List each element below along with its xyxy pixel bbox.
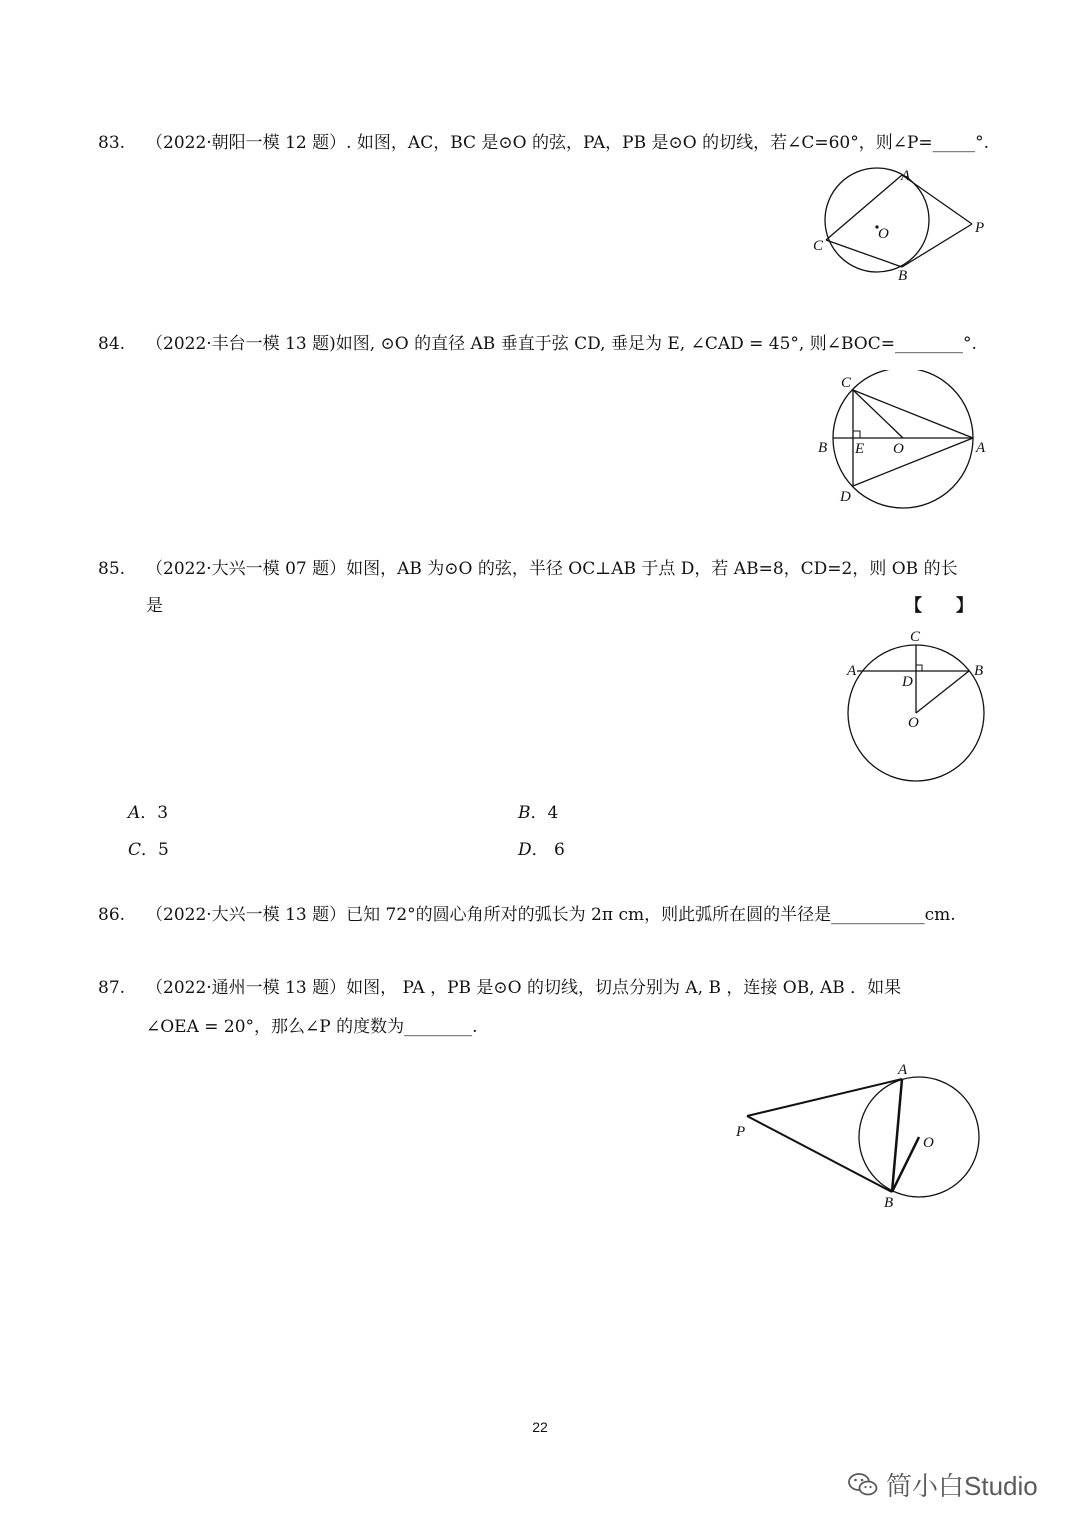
- option-value: ． 6: [531, 840, 565, 860]
- option-b[interactable]: [518, 798, 558, 823]
- label-a: A: [901, 168, 911, 184]
- label-o: O: [908, 715, 919, 731]
- label-b: B: [898, 268, 908, 284]
- option-letter: B: [518, 803, 531, 823]
- label-d: D: [902, 674, 913, 690]
- option-letter: D: [518, 840, 532, 860]
- question-number: 87.: [98, 978, 126, 998]
- page-number: 22: [532, 1419, 548, 1435]
- label-b: B: [974, 663, 984, 679]
- label-a: A: [898, 1062, 908, 1078]
- label-c: C: [910, 629, 921, 645]
- option-value: ．4: [530, 803, 559, 823]
- segment-da: [853, 438, 973, 486]
- tangent-pb: [902, 224, 972, 267]
- label-a: A: [847, 663, 857, 679]
- answer-bracket: 【 】: [905, 596, 973, 616]
- right-angle-mark: [853, 431, 860, 438]
- tangent-pb: [747, 1116, 892, 1192]
- radius-ob: [916, 671, 969, 713]
- question-number: 85.: [98, 559, 126, 579]
- segment-ca: [853, 390, 973, 438]
- label-e: E: [855, 441, 865, 457]
- label-o: O: [923, 1135, 934, 1151]
- question-text-line2: ∠OEA = 20°，那么∠P 的度数为________.: [146, 1017, 478, 1037]
- figure-87: [730, 1055, 990, 1215]
- option-value: ．3: [140, 803, 169, 823]
- label-c: C: [841, 375, 852, 391]
- question-text-line1: （2022·大兴一模 07 题）如图，AB 为⊙O 的弦，半径 OC⊥AB 于点 D，若 AB=8，CD=2，则 OB 的长: [146, 559, 958, 579]
- label-c: C: [813, 238, 824, 254]
- question-text-line2: 是: [146, 596, 163, 616]
- label-o: O: [878, 226, 889, 242]
- option-c[interactable]: [128, 835, 169, 860]
- option-letter: A: [128, 803, 141, 823]
- question-number: 83.: [98, 133, 126, 153]
- figure-83: [805, 160, 995, 285]
- label-b: B: [884, 1195, 894, 1211]
- watermark: [848, 1466, 1038, 1503]
- option-a[interactable]: [128, 798, 168, 823]
- label-d: D: [840, 489, 851, 505]
- label-b: B: [818, 440, 828, 456]
- question-text-line1: （2022·通州一模 13 题）如图， PA ，PB 是⊙O 的切线，切点分别为 A, B ，连接 OB, AB ．如果: [146, 978, 902, 998]
- label-o: O: [893, 441, 904, 457]
- figure-85: [835, 625, 1000, 785]
- question-number: 86.: [98, 905, 126, 925]
- chord-ca: [826, 175, 902, 240]
- label-p: P: [736, 1124, 746, 1140]
- question-text: （2022·大兴一模 13 题）已知 72°的圆心角所对的弧长为 2π cm，则此弧所在圆的半径是___________cm.: [146, 905, 956, 925]
- tangent-pa: [747, 1079, 902, 1116]
- question-text: （2022·丰台一模 13 题)如图, ⊙O 的直径 AB 垂直于弦 CD, 垂足为 E, ∠CAD = 45°, 则∠BOC=________°.: [146, 334, 977, 354]
- option-letter: C: [128, 840, 142, 860]
- figure-84: [810, 370, 995, 510]
- label-p: P: [975, 220, 985, 236]
- label-a: A: [976, 440, 986, 456]
- wechat-icon: [848, 1472, 878, 1498]
- right-angle-mark: [916, 665, 922, 671]
- question-number: 84.: [98, 334, 126, 354]
- option-d[interactable]: [518, 835, 565, 860]
- watermark-text: 简小白Studio: [886, 1471, 1038, 1501]
- option-value: ．5: [141, 840, 169, 860]
- question-text: （2022·朝阳一模 12 题）. 如图，AC，BC 是⊙O 的弦，PA，PB 是⊙O 的切线，若∠C=60°，则∠P=_____°.: [146, 133, 990, 153]
- tangent-pa: [902, 175, 972, 224]
